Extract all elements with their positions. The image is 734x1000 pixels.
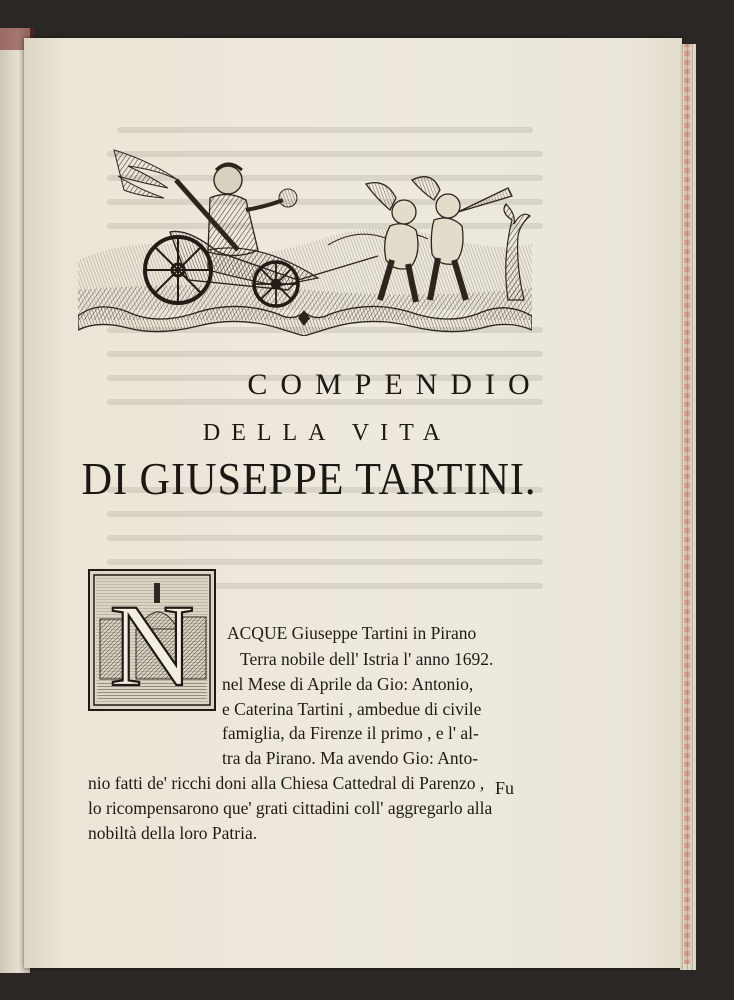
- title-compendio: COMPENDIO: [247, 368, 543, 401]
- page-stack-red-edge: [684, 44, 690, 964]
- text-line-1: ACQUE Giuseppe Tartini in Pirano: [227, 623, 477, 643]
- historiated-initial: [88, 569, 216, 711]
- dropcap-letter: N: [109, 580, 195, 711]
- text-line-3: nel Mese di Aprile da Gio: Antonio,: [222, 674, 474, 694]
- catchword: Fu: [495, 778, 515, 798]
- text-line-7: nio fatti de' ricchi doni alla Chiesa Cattedral di Parenzo ,: [88, 773, 485, 793]
- title-della-vita: DELLA VITA: [202, 420, 452, 446]
- text-line-6: tra da Pirano. Ma avendo Gio: Anto-: [222, 748, 479, 768]
- text-line-4: e Caterina Tartini , ambedue di civile: [222, 699, 482, 719]
- text-line-2: Terra nobile dell' Istria l' anno 1692.: [240, 649, 494, 669]
- text-line-5: famiglia, da Firenze il primo , e l' al-: [222, 723, 479, 743]
- title-subject-name: DI GIUSEPPE TARTINI.: [81, 453, 537, 504]
- text-line-9: nobiltà della loro Patria.: [88, 823, 258, 843]
- text-line-8: lo ricompensarono que' grati cittadini coll' aggregarlo alla: [88, 798, 493, 818]
- engraved-vignette: [78, 140, 532, 336]
